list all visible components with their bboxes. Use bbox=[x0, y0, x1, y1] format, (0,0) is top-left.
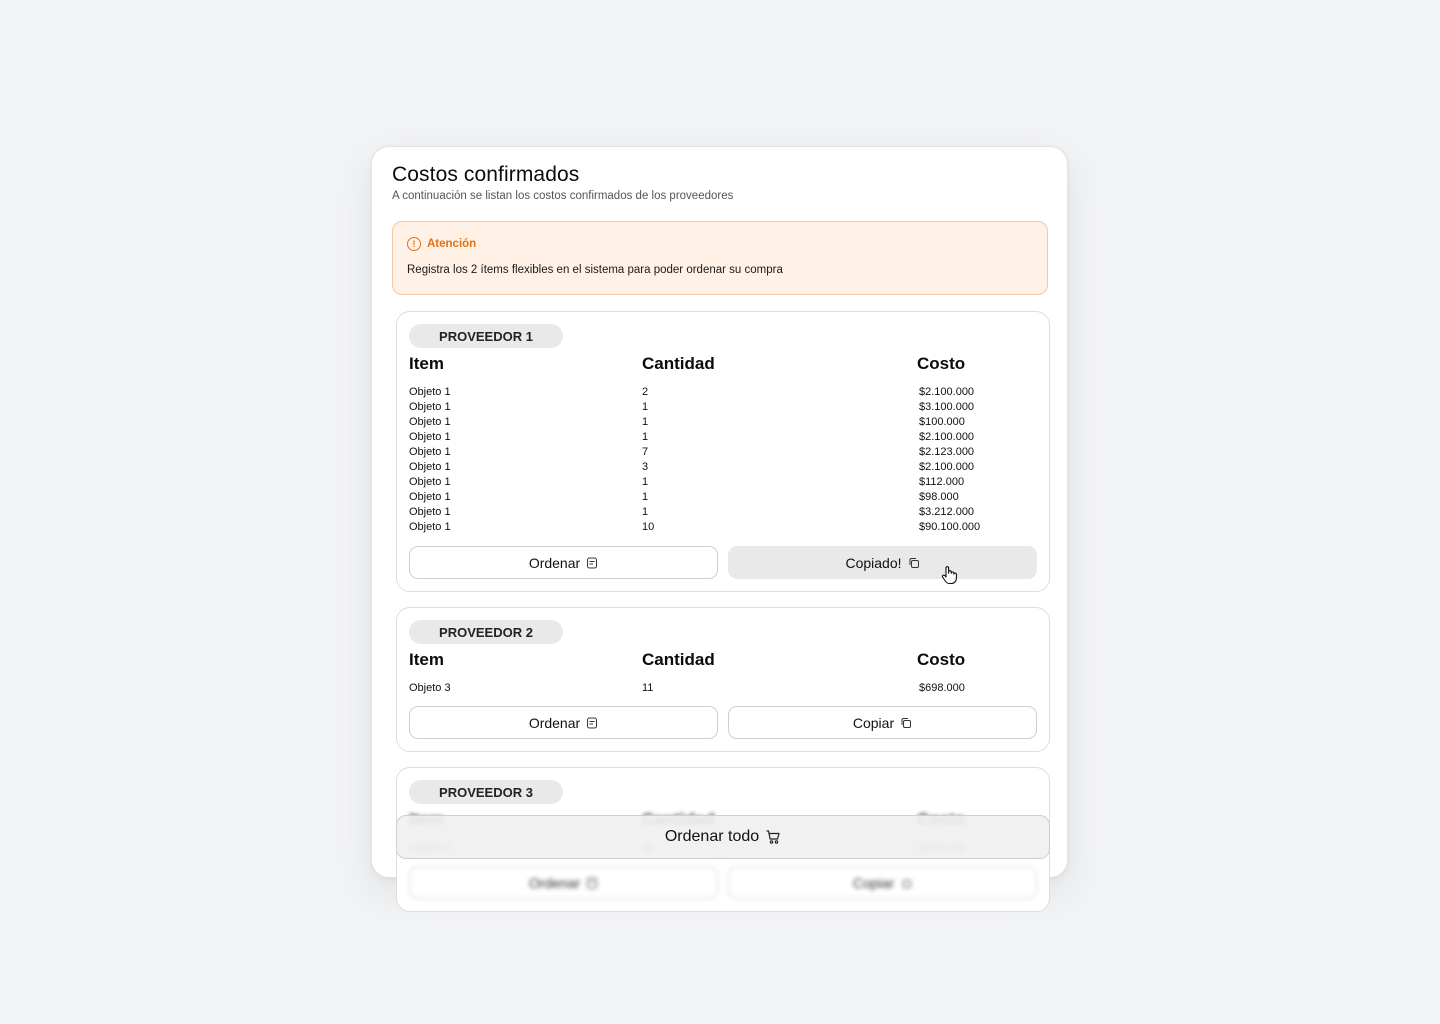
order-button[interactable] bbox=[409, 546, 718, 579]
copy-button[interactable] bbox=[728, 706, 1037, 739]
cart-icon bbox=[765, 829, 781, 845]
table-row bbox=[409, 416, 1039, 431]
cell-cantidad: 1 bbox=[642, 416, 649, 428]
table-row bbox=[409, 461, 1039, 476]
cell-item: Objeto 1 bbox=[409, 431, 451, 443]
alert-message: Registra los 2 ítems flexibles en el sistema para poder ordenar su compra bbox=[407, 264, 783, 276]
cell-item: Objeto 1 bbox=[409, 416, 451, 428]
hand-pointer-icon bbox=[940, 565, 958, 585]
alert-header bbox=[407, 237, 476, 251]
table-row bbox=[409, 446, 1039, 461]
copy-button-label: Copiar bbox=[852, 714, 895, 731]
copy-icon bbox=[900, 877, 912, 889]
confirmed-costs-modal bbox=[371, 146, 1068, 891]
page-subtitle: A continuación se listan los costos confirmados de los proveedores bbox=[392, 190, 734, 202]
copy-button-label: Copiado! bbox=[845, 554, 902, 571]
attention-alert bbox=[392, 221, 1048, 295]
cell-cantidad: 2 bbox=[642, 386, 649, 398]
cell-costo: $2.100.000 bbox=[919, 461, 975, 473]
cell-costo: $3.100.000 bbox=[919, 401, 975, 413]
table-row bbox=[409, 386, 1039, 401]
cell-costo: $698.000 bbox=[919, 682, 965, 694]
cell-cantidad: 1 bbox=[642, 401, 649, 413]
provider-badge: PROVEEDOR 3 bbox=[409, 780, 563, 804]
alert-icon: ! bbox=[407, 237, 421, 251]
document-icon bbox=[586, 877, 598, 889]
cell-costo: $100.000 bbox=[919, 416, 965, 428]
cell-item: Objeto 3 bbox=[409, 682, 451, 694]
cell-item: Objeto 1 bbox=[409, 386, 451, 398]
cell-costo: $112.000 bbox=[919, 476, 965, 488]
provider-badge: PROVEEDOR 2 bbox=[409, 620, 563, 644]
cell-item: Objeto 1 bbox=[409, 491, 451, 503]
copy-button[interactable] bbox=[728, 546, 1037, 579]
cell-cantidad: 7 bbox=[642, 446, 649, 458]
copy-icon bbox=[908, 557, 920, 569]
copy-button[interactable] bbox=[728, 866, 1037, 899]
cell-item: Objeto 1 bbox=[409, 401, 451, 413]
order-button[interactable] bbox=[409, 706, 718, 739]
column-header-item: Item bbox=[409, 650, 444, 669]
provider-card-1 bbox=[396, 311, 1050, 592]
cell-cantidad: 11 bbox=[642, 682, 654, 694]
table-row bbox=[409, 491, 1039, 506]
items-table-body bbox=[409, 386, 1039, 536]
cell-item: Objeto 1 bbox=[409, 506, 451, 518]
copy-icon bbox=[900, 717, 912, 729]
cell-costo: $2.123.000 bbox=[919, 446, 975, 458]
order-button-label: Ordenar bbox=[528, 714, 581, 731]
cell-item: Objeto 1 bbox=[409, 446, 451, 458]
cell-costo: $3.212.000 bbox=[919, 506, 975, 518]
cell-costo: $90.100.000 bbox=[919, 521, 981, 533]
cell-cantidad: 1 bbox=[642, 506, 649, 518]
cell-cantidad: 3 bbox=[642, 461, 649, 473]
items-table-body bbox=[409, 682, 1039, 697]
column-header-item: Item bbox=[409, 354, 444, 373]
order-button-label: Ordenar bbox=[528, 874, 581, 891]
cell-item: Objeto 1 bbox=[409, 476, 451, 488]
provider-card-2 bbox=[396, 607, 1050, 752]
document-icon bbox=[586, 717, 598, 729]
provider-badge: PROVEEDOR 1 bbox=[409, 324, 563, 348]
table-row bbox=[409, 476, 1039, 491]
alert-title: Atención bbox=[427, 238, 477, 250]
cell-cantidad: 1 bbox=[642, 491, 649, 503]
table-row bbox=[409, 431, 1039, 446]
order-all-button[interactable] bbox=[396, 815, 1050, 859]
cell-item: Objeto 1 bbox=[409, 521, 451, 533]
page-title: Costos confirmados bbox=[392, 163, 580, 186]
cell-cantidad: 1 bbox=[642, 476, 649, 488]
column-header-cantidad: Cantidad bbox=[642, 354, 715, 373]
order-all-label: Ordenar todo bbox=[664, 828, 760, 845]
table-row bbox=[409, 401, 1039, 416]
column-header-costo: Costo bbox=[917, 650, 966, 669]
column-header-costo: Costo bbox=[917, 354, 966, 373]
order-button[interactable] bbox=[409, 866, 718, 899]
table-row bbox=[409, 506, 1039, 521]
order-button-label: Ordenar bbox=[528, 554, 581, 571]
column-header-cantidad: Cantidad bbox=[642, 650, 715, 669]
cell-cantidad: 1 bbox=[642, 431, 649, 443]
cell-item: Objeto 1 bbox=[409, 461, 451, 473]
cell-cantidad: 10 bbox=[642, 521, 655, 533]
cell-costo: $98.000 bbox=[919, 491, 959, 503]
document-icon bbox=[586, 557, 598, 569]
table-row bbox=[409, 682, 1039, 697]
cell-costo: $2.100.000 bbox=[919, 431, 975, 443]
copy-button-label: Copiar bbox=[852, 874, 895, 891]
cell-costo: $2.100.000 bbox=[919, 386, 975, 398]
table-row bbox=[409, 521, 1039, 536]
